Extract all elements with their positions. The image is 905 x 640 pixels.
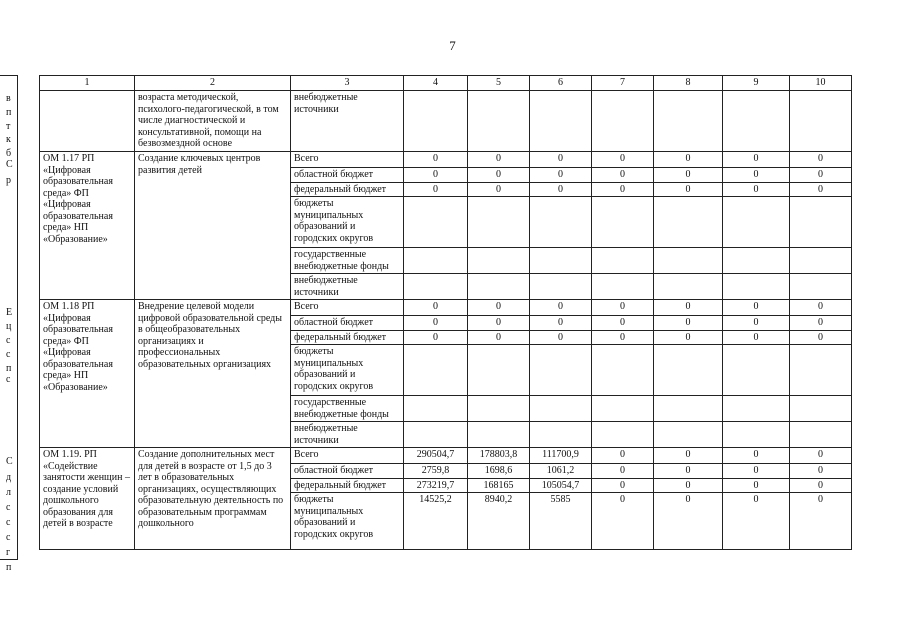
value-cell: 0 (592, 330, 654, 345)
clipped-fragment: с (6, 517, 11, 528)
value-cell: 0 (530, 330, 592, 345)
funding-source: бюджеты муниципальных образований и городских округов (291, 197, 404, 248)
clipped-left-column (0, 75, 18, 573)
value-cell (468, 248, 530, 274)
value-cell: 0 (790, 152, 852, 168)
value-cell: 1698,6 (468, 464, 530, 479)
clipped-fragment: ц (6, 321, 12, 332)
value-cell: 0 (790, 478, 852, 493)
value-cell: 0 (404, 152, 468, 168)
value-cell (654, 422, 723, 448)
value-cell: 0 (790, 493, 852, 550)
measure-description: Создание ключевых центров развития детей (135, 152, 291, 300)
value-cell (654, 91, 723, 152)
clipped-fragment: д (6, 472, 12, 483)
value-cell (592, 91, 654, 152)
table-row (40, 300, 852, 316)
value-cell (790, 91, 852, 152)
value-cell (723, 422, 790, 448)
value-cell (723, 248, 790, 274)
value-cell: 0 (654, 478, 723, 493)
clipped-fragment: б (6, 148, 12, 159)
value-cell: 0 (723, 493, 790, 550)
value-cell: 0 (530, 152, 592, 168)
column-header: 6 (530, 76, 592, 91)
value-cell: 0 (592, 316, 654, 331)
value-cell (468, 91, 530, 152)
value-cell: 0 (790, 330, 852, 345)
value-cell (654, 396, 723, 422)
value-cell: 0 (723, 464, 790, 479)
value-cell: 0 (404, 316, 468, 331)
value-cell (592, 197, 654, 248)
value-cell (790, 422, 852, 448)
value-cell (404, 274, 468, 300)
value-cell: 1061,2 (530, 464, 592, 479)
clipped-fragment: с (6, 335, 11, 346)
value-cell (723, 274, 790, 300)
value-cell: 0 (404, 182, 468, 197)
clipped-fragment: г (6, 547, 11, 558)
funding-source: бюджеты муниципальных образований и городских округов (291, 345, 404, 396)
funding-source: внебюджетные источники (291, 422, 404, 448)
value-cell (654, 345, 723, 396)
value-cell (468, 396, 530, 422)
value-cell: 0 (404, 330, 468, 345)
value-cell (790, 248, 852, 274)
funding-source: федеральный бюджет (291, 182, 404, 197)
clipped-fragment: л (6, 487, 11, 498)
table-row (40, 152, 852, 168)
value-cell: 0 (654, 152, 723, 168)
value-cell: 0 (592, 464, 654, 479)
value-cell (468, 274, 530, 300)
measure-code: ОМ 1.17 РП «Цифровая образовательная среда» ФП «Цифровая образовательная среда» НП «Образование» (40, 152, 135, 300)
page-number: 7 (449, 38, 456, 53)
value-cell (404, 91, 468, 152)
value-cell: 0 (790, 448, 852, 464)
funding-source: Всего (291, 448, 404, 464)
measure-code: ОМ 1.19. РП «Содействие занятости женщин – создание условий дошкольного образования для детей в возрасте (40, 448, 135, 550)
clipped-fragment: Е (6, 307, 13, 318)
value-cell: 0 (723, 316, 790, 331)
measure-description: Создание дополнительных мест для детей в возрасте от 1,5 до 3 лет в образовательных организациях, осуществляющих образовательную деятельность по образовательным программам дошкольного (135, 448, 291, 550)
clipped-fragment: с (6, 374, 11, 385)
value-cell: 8940,2 (468, 493, 530, 550)
value-cell (592, 345, 654, 396)
value-cell (723, 91, 790, 152)
clipped-fragment: С (6, 159, 13, 170)
value-cell (723, 197, 790, 248)
value-cell: 111700,9 (530, 448, 592, 464)
value-cell (404, 197, 468, 248)
column-header: 5 (468, 76, 530, 91)
value-cell: 0 (468, 316, 530, 331)
clipped-fragment: С (6, 456, 13, 467)
clipped-fragment: п (6, 363, 12, 374)
value-cell: 0 (790, 182, 852, 197)
clipped-fragment: п (6, 107, 12, 118)
value-cell: 0 (723, 448, 790, 464)
value-cell: 0 (654, 168, 723, 183)
value-cell: 14525,2 (404, 493, 468, 550)
value-cell: 0 (592, 168, 654, 183)
value-cell (530, 396, 592, 422)
clipped-fragment: с (6, 502, 11, 513)
measure-description: Внедрение целевой модели цифровой образовательной среды в общеобразовательных организациях и профессиональных образовательных организациях (135, 300, 291, 448)
funding-source: Всего (291, 300, 404, 316)
funding-source: федеральный бюджет (291, 478, 404, 493)
value-cell: 178803,8 (468, 448, 530, 464)
value-cell: 273219,7 (404, 478, 468, 493)
measure-code: ОМ 1.18 РП «Цифровая образовательная среда» ФП «Цифровая образовательная среда» НП «Образование» (40, 300, 135, 448)
value-cell: 0 (723, 182, 790, 197)
clipped-fragment: с (6, 349, 11, 360)
value-cell (468, 422, 530, 448)
value-cell: 0 (468, 168, 530, 183)
funding-source: государственные внебюджетные фонды (291, 396, 404, 422)
value-cell: 0 (592, 300, 654, 316)
funding-source: областной бюджет (291, 168, 404, 183)
clipped-fragment: п (6, 562, 12, 573)
value-cell (530, 422, 592, 448)
value-cell: 0 (654, 464, 723, 479)
value-cell: 5585 (530, 493, 592, 550)
funding-source: бюджеты муниципальных образований и городских округов (291, 493, 404, 550)
funding-source: внебюджетные источники (291, 274, 404, 300)
column-header: 9 (723, 76, 790, 91)
value-cell (654, 197, 723, 248)
value-cell: 0 (404, 300, 468, 316)
budget-table (39, 75, 852, 550)
column-header: 7 (592, 76, 654, 91)
value-cell (404, 422, 468, 448)
value-cell (468, 345, 530, 396)
value-cell (790, 274, 852, 300)
value-cell (723, 345, 790, 396)
table-row (40, 448, 852, 464)
value-cell (530, 248, 592, 274)
funding-source: федеральный бюджет (291, 330, 404, 345)
value-cell: 0 (468, 152, 530, 168)
funding-source: внебюджетные источники (291, 91, 404, 152)
value-cell: 0 (468, 330, 530, 345)
value-cell (654, 274, 723, 300)
funding-source: областной бюджет (291, 464, 404, 479)
value-cell: 0 (790, 464, 852, 479)
value-cell (404, 345, 468, 396)
value-cell: 0 (592, 478, 654, 493)
value-cell (530, 91, 592, 152)
value-cell: 0 (592, 448, 654, 464)
value-cell: 0 (592, 493, 654, 550)
column-header: 3 (291, 76, 404, 91)
clipped-fragment: т (6, 121, 11, 132)
value-cell (404, 248, 468, 274)
value-cell (468, 197, 530, 248)
value-cell: 0 (723, 168, 790, 183)
value-cell (723, 396, 790, 422)
table-row (40, 91, 852, 152)
value-cell (790, 396, 852, 422)
value-cell: 0 (790, 300, 852, 316)
value-cell: 0 (654, 316, 723, 331)
value-cell: 0 (723, 152, 790, 168)
value-cell: 290504,7 (404, 448, 468, 464)
value-cell (654, 248, 723, 274)
value-cell (592, 274, 654, 300)
value-cell: 0 (404, 168, 468, 183)
column-header: 2 (135, 76, 291, 91)
funding-source: государственные внебюджетные фонды (291, 248, 404, 274)
value-cell: 0 (654, 300, 723, 316)
column-header: 4 (404, 76, 468, 91)
value-cell: 0 (530, 300, 592, 316)
value-cell: 0 (654, 330, 723, 345)
value-cell: 0 (592, 182, 654, 197)
value-cell (592, 396, 654, 422)
value-cell: 0 (790, 316, 852, 331)
measure-code (40, 91, 135, 152)
funding-source: областной бюджет (291, 316, 404, 331)
header-row (40, 76, 852, 91)
value-cell (790, 197, 852, 248)
value-cell: 0 (530, 182, 592, 197)
column-header: 1 (40, 76, 135, 91)
value-cell: 0 (468, 182, 530, 197)
value-cell: 0 (790, 168, 852, 183)
value-cell: 0 (592, 152, 654, 168)
value-cell: 0 (654, 448, 723, 464)
column-header: 8 (654, 76, 723, 91)
value-cell (790, 345, 852, 396)
value-cell (404, 396, 468, 422)
value-cell (530, 274, 592, 300)
value-cell: 0 (723, 478, 790, 493)
column-header: 10 (790, 76, 852, 91)
measure-description: возраста методической, психолого-педагогической, в том числе диагностической и консультативной, помощи на безвозмездной основе (135, 91, 291, 152)
clipped-fragment: с (6, 532, 11, 543)
value-cell: 0 (654, 493, 723, 550)
value-cell (530, 197, 592, 248)
clipped-fragment: в (6, 93, 11, 104)
value-cell: 0 (530, 316, 592, 331)
funding-source: Всего (291, 152, 404, 168)
value-cell: 0 (468, 300, 530, 316)
value-cell: 2759,8 (404, 464, 468, 479)
clipped-fragment: к (6, 134, 11, 145)
value-cell: 105054,7 (530, 478, 592, 493)
clipped-fragment: р (6, 175, 11, 186)
value-cell: 0 (723, 330, 790, 345)
value-cell: 168165 (468, 478, 530, 493)
value-cell: 0 (654, 182, 723, 197)
value-cell (592, 422, 654, 448)
value-cell: 0 (723, 300, 790, 316)
value-cell: 0 (530, 168, 592, 183)
value-cell (592, 248, 654, 274)
value-cell (530, 345, 592, 396)
